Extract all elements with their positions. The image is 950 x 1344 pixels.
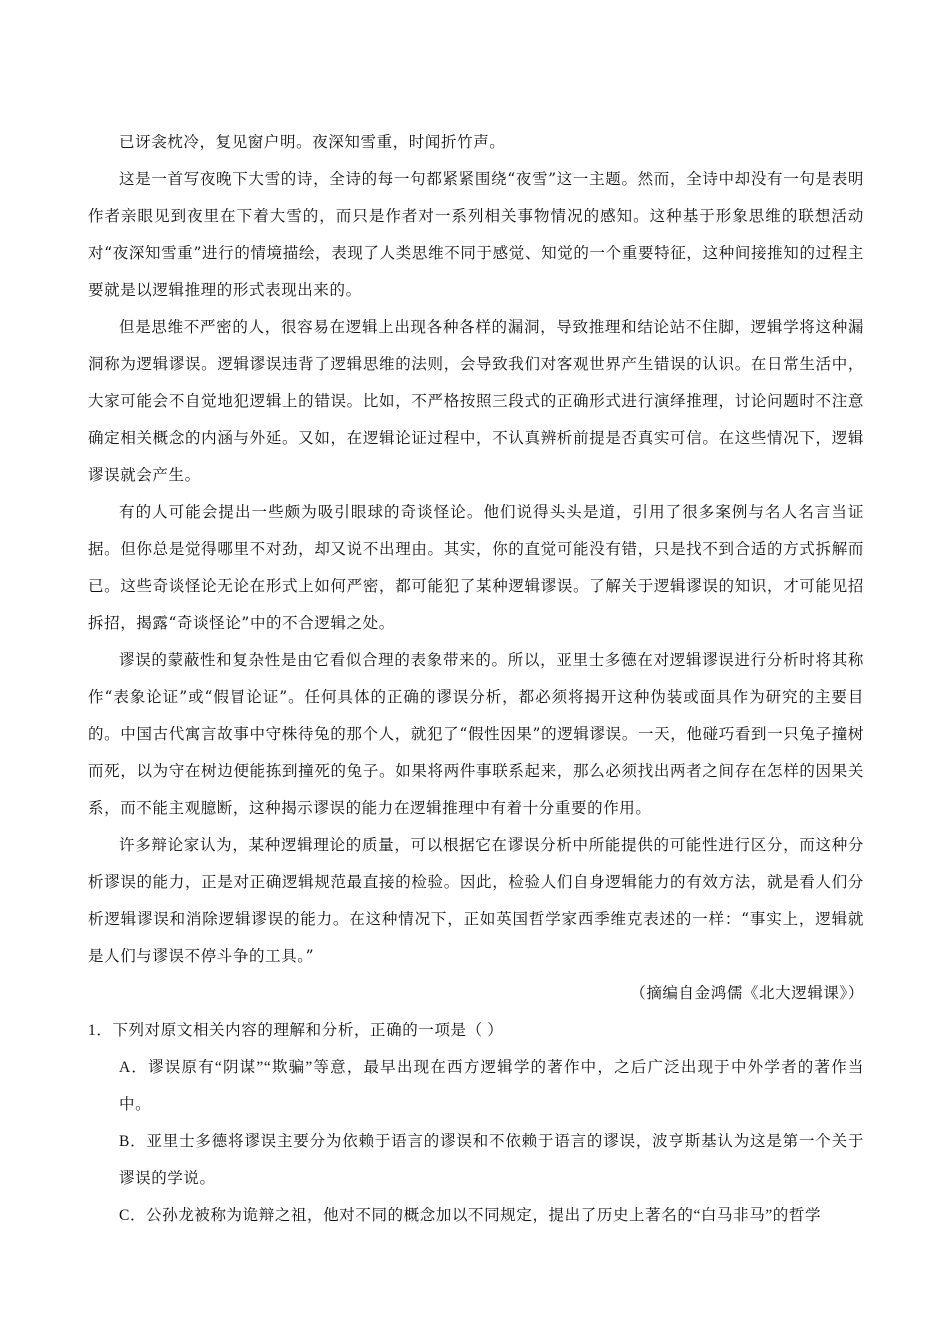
question-stem: 1．下列对原文相关内容的理解和分析，正确的一项是（ ） — [88, 1022, 504, 1039]
passage-paragraph: 有的人可能会提出一些颇为吸引眼球的奇谈怪论。他们说得头头是道，引用了很多案例与名人名言当证据。但你总是觉得哪里不对劲，却又说不出理由。其实，你的直觉可能没有错，只是找不到合适的方式拆解而已。这些奇谈怪论无论在形式上如何严密，都可能犯了某种逻辑谬误。了解关于逻辑谬误的知识，才可能见招拆招，揭露“奇谈怪论”中的不合逻辑之处。 — [88, 503, 864, 632]
passage-source: （摘编自金鸿儒《北大逻辑课》） — [630, 984, 864, 1002]
option-c: C．公孙龙被称为诡辩之祖，他对不同的概念加以不同规定，提出了历史上著名的“白马非马”的哲学 — [119, 1207, 822, 1224]
document-page — [88, 124, 864, 1234]
passage-paragraph: 这是一首写夜晚下大雪的诗，全诗的每一句都紧紧围绕“夜雪”这一主题。然而，全诗中却没有一句是表明作者亲眼见到夜里在下着大雪的，而只是作者对一系列相关事物情况的感知。这种基于形象思维的联想活动对“夜深知雪重”进行的情境描绘，表现了人类思维不同于感觉、知觉的一个重要特征，这种间接推知的过程主要就是以逻辑推理的形式表现出来的。 — [88, 170, 864, 299]
option-a: A．谬误原有“阴谋”“欺骗”等意，最早出现在西方逻辑学的著作中，之后广泛出现于中外学者的著作当中。 — [119, 1059, 864, 1113]
question-block — [88, 1012, 864, 1234]
passage-paragraph: 但是思维不严密的人，很容易在逻辑上出现各种各样的漏洞，导致推理和结论站不住脚，逻辑学将这种漏洞称为逻辑谬误。逻辑谬误违背了逻辑思维的法则，会导致我们对客观世界产生错误的认识。在日常生活中，大家可能会不自觉地犯逻辑上的错误。比如，不严格按照三段式的正确形式进行演绎推理，讨论问题时不注意确定相关概念的内涵与外延。又如，在逻辑论证过程中，不认真辨析前提是否真实可信。在这些情况下，逻辑谬误就会产生。 — [88, 318, 864, 484]
passage-paragraph-poem: 已讶衾枕冷，复见窗户明。夜深知雪重，时闻折竹声。 — [119, 133, 506, 151]
passage-paragraph: 谬误的蒙蔽性和复杂性是由它看似合理的表象带来的。所以，亚里士多德在对逻辑谬误进行分析时将其称作“表象论证”或“假冒论证”。任何具体的正确的谬误分析，都必须将揭开这种伪装或面具作为研究的主要目的。中国古代寓言故事中守株待兔的那个人，就犯了“假性因果”的逻辑谬误。一天，他碰巧看到一只兔子撞树而死，以为守在树边便能拣到撞死的兔子。如果将两件事联系起来，那么必须找出两者之间存在怎样的因果关系，而不能主观臆断，这种揭示谬误的能力在逻辑推理中有着十分重要的作用。 — [88, 651, 864, 817]
option-b: B．亚里士多德将谬误主要分为依赖于语言的谬误和不依赖于语言的谬误，波亨斯基认为这是第一个关于谬误的学说。 — [119, 1133, 864, 1187]
passage — [88, 124, 864, 1012]
passage-paragraph: 许多辩论家认为，某种逻辑理论的质量，可以根据它在谬误分析中所能提供的可能性进行区分，而这种分析谬误的能力，正是对正确逻辑规范最直接的检验。因此，检验人们自身逻辑能力的有效方法，就是看人们分析逻辑谬误和消除逻辑谬误的能力。在这种情况下，正如英国哲学家西季维克表述的一样：“事实上，逻辑就是人们与谬误不停斗争的工具。” — [88, 836, 864, 965]
